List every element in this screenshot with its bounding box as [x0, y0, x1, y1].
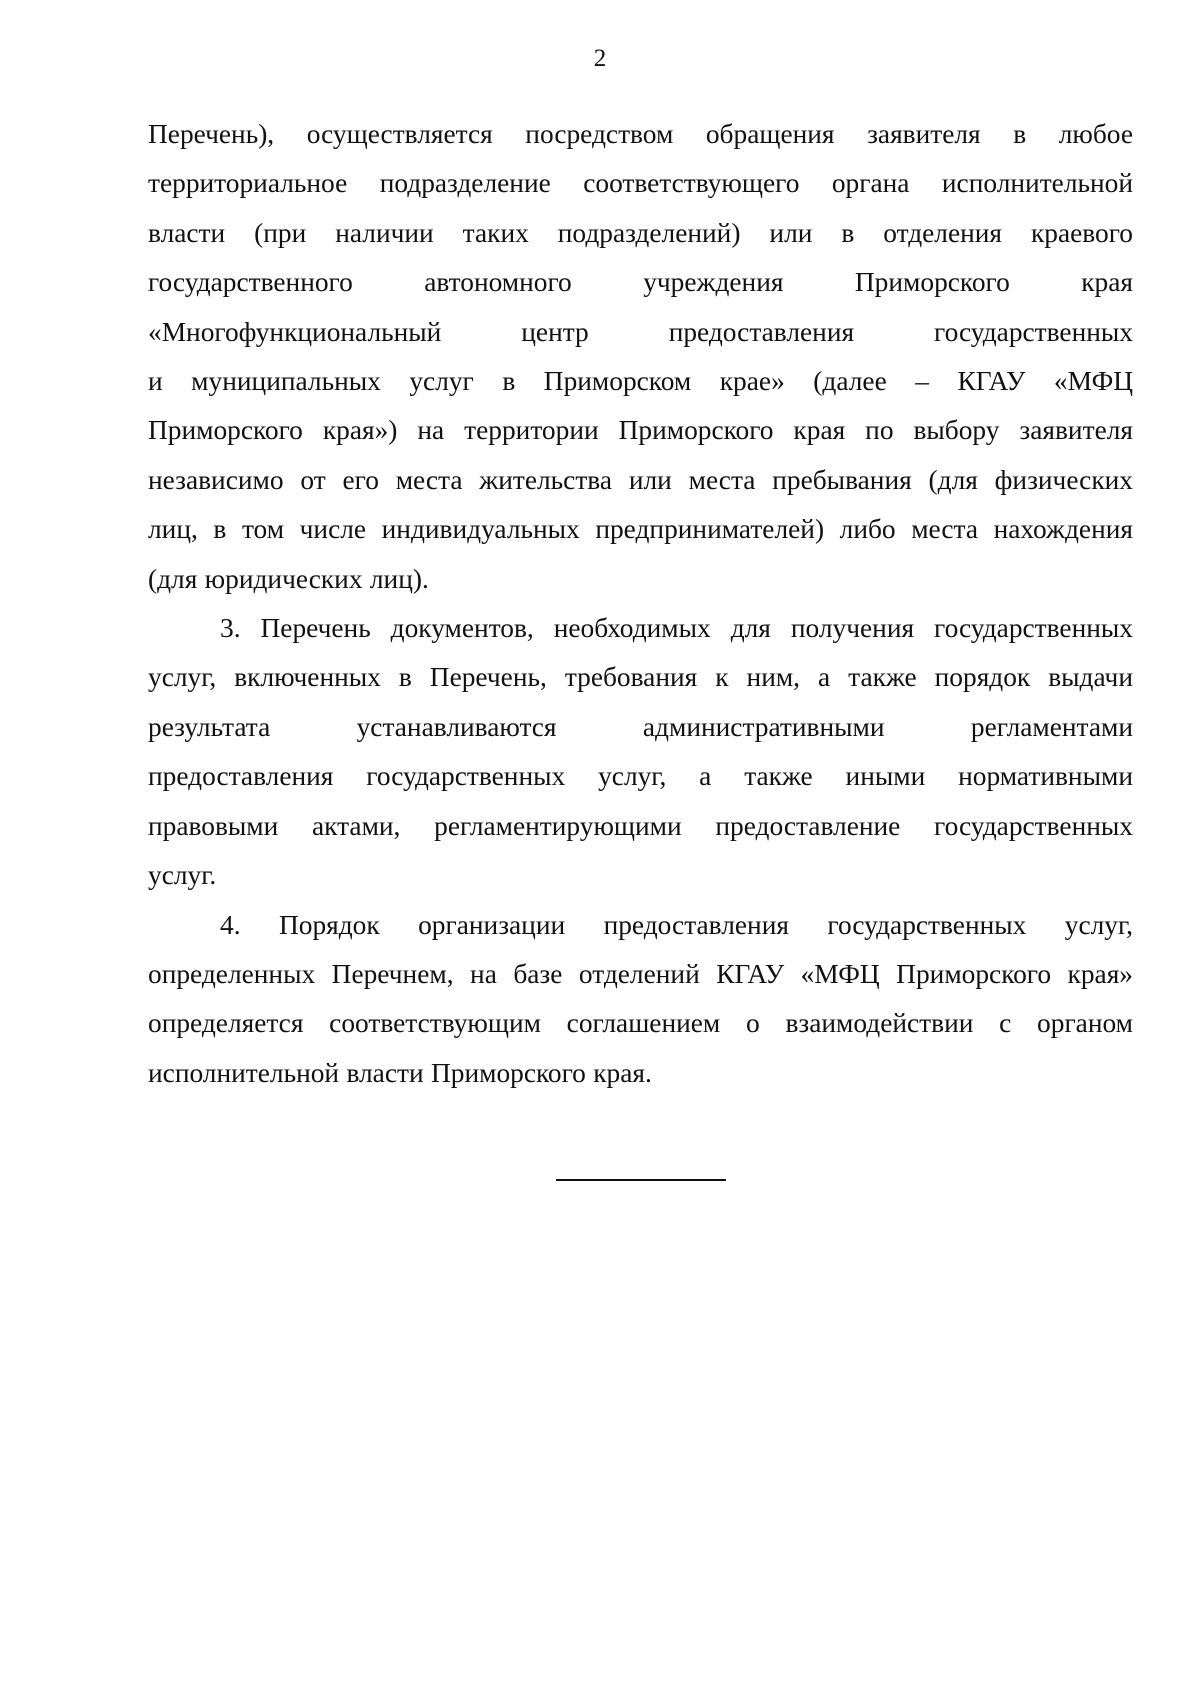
paragraph-line: 3. Перечень документов, необходимых для получения государственных: [220, 613, 1133, 644]
end-of-document-rule: [556, 1179, 726, 1181]
paragraph-line: независимо от его места жительства или места пребывания (для физических: [148, 464, 1133, 495]
paragraph-line: Перечень), осуществляется посредством обращения заявителя в любое: [148, 119, 1133, 149]
paragraph-line: Приморского края») на территории Приморского края по выбору заявителя: [148, 415, 1133, 446]
paragraph-line: власти (при наличии таких подразделений) или в отделения краевого: [148, 217, 1133, 248]
paragraph-line: территориальное подразделение соответствующего органа исполнительной: [148, 168, 1133, 199]
paragraph-line: правовыми актами, регламентирующими предоставление государственных: [148, 810, 1133, 841]
paragraph-line: определенных Перечнем, на базе отделений КГАУ «МФЦ Приморского края»: [148, 958, 1133, 989]
paragraph-line: исполнительной власти Приморского края.: [148, 1057, 652, 1088]
paragraph-line: (для юридических лиц).: [148, 563, 429, 594]
paragraph-line: определяется соответствующим соглашением о взаимодействии с органом: [148, 1008, 1133, 1039]
paragraph-line: результата устанавливаются административными регламентами: [148, 711, 1133, 742]
paragraph-1: [148, 110, 1133, 604]
paragraph-line: лиц, в том числе индивидуальных предпринимателей) либо места нахождения: [148, 514, 1133, 545]
paragraph-line: и муниципальных услуг в Приморском крае» (далее – КГАУ «МФЦ: [148, 366, 1133, 397]
paragraph-line: «Многофункциональный центр предоставления государственных: [148, 316, 1133, 347]
paragraph-2: [148, 604, 1133, 900]
page-number: 2: [593, 45, 607, 72]
paragraph-line: услуг.: [148, 860, 217, 891]
paragraph-line: государственного автономного учреждения Приморского края: [148, 267, 1133, 298]
document-body: [148, 110, 1133, 1098]
paragraph-3: [148, 901, 1133, 1099]
paragraph-line: предоставления государственных услуг, а также иными нормативными: [148, 761, 1133, 792]
paragraph-line: 4. Порядок организации предоставления государственных услуг,: [220, 909, 1133, 940]
paragraph-line: услуг, включенных в Перечень, требования к ним, а также порядок выдачи: [148, 662, 1133, 693]
